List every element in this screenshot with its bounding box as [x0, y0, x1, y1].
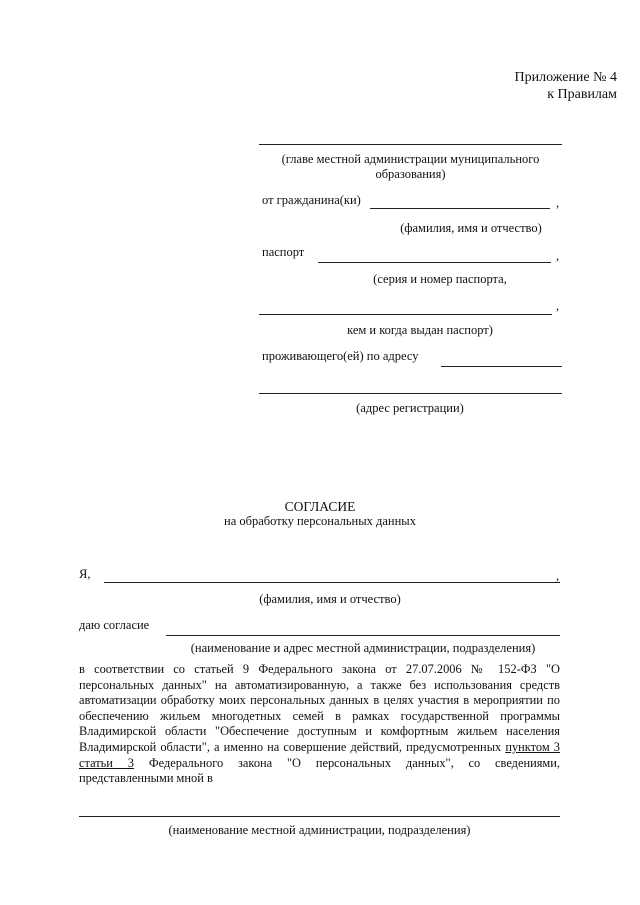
document-subtitle: на обработку персональных данных	[224, 514, 416, 528]
consent-paragraph	[79, 662, 560, 787]
appendix-number: Приложение № 4	[514, 70, 617, 85]
addressee-caption-2: образования)	[375, 167, 446, 181]
para-text-1: в соответствии со статьей 9 Федерального закона от 27.07.2006 № 152-ФЗ "О персональных данных" на автоматизированную, а также без использования средств автоматизации обработку моих персональных данных в целях участия в мероприятии по обеспечению жильем многодетных семей в рамках государственной программы Владимирской области "Обеспечение доступным и комфортным жильем населения Владимирской области", а именно на совершение действий, предусмотренных	[79, 662, 560, 754]
from-citizen-line[interactable]	[370, 208, 550, 209]
residence-label: проживающего(ей) по адресу	[262, 349, 419, 363]
appendix-rules: к Правилам	[547, 87, 617, 102]
passport-label: паспорт	[262, 245, 305, 259]
residence-line[interactable]	[441, 366, 562, 367]
fio-line[interactable]	[104, 582, 560, 583]
residence-line-2[interactable]	[259, 393, 562, 394]
document-title: СОГЛАСИЕ	[284, 499, 356, 514]
para-text-2: Федерального закона "О персональных данных", со сведениями, представленными мной в	[79, 755, 560, 786]
passport-line[interactable]	[318, 262, 551, 263]
consent-label: даю согласие	[79, 618, 150, 632]
link-point-3[interactable]: пунктом 3	[505, 739, 560, 754]
passport-issued-line[interactable]	[259, 314, 552, 315]
admin-caption: (наименование и адрес местной администрации, подразделения)	[190, 641, 536, 655]
i-label: Я,	[79, 567, 91, 581]
link-article-3[interactable]: статьи 3	[79, 755, 134, 770]
issued-caption: кем и когда выдан паспорт)	[347, 323, 493, 337]
admin-line[interactable]	[166, 635, 560, 636]
comma: ,	[556, 299, 560, 313]
body-fio-caption: (фамилия, имя и отчество)	[259, 592, 401, 606]
admin-name-line[interactable]	[79, 816, 560, 817]
addressee-caption: (главе местной администрации муниципального	[281, 152, 540, 166]
addressee-line[interactable]	[259, 144, 562, 145]
comma: ,	[556, 569, 560, 583]
passport-caption: (серия и номер паспорта,	[373, 272, 507, 286]
comma: ,	[556, 249, 560, 263]
fio-caption: (фамилия, имя и отчество)	[400, 221, 542, 235]
registration-caption: (адрес регистрации)	[356, 401, 464, 415]
bottom-caption: (наименование местной администрации, подразделения)	[168, 823, 471, 837]
comma: ,	[556, 196, 560, 210]
from-citizen-label: от гражданина(ки)	[262, 193, 361, 207]
